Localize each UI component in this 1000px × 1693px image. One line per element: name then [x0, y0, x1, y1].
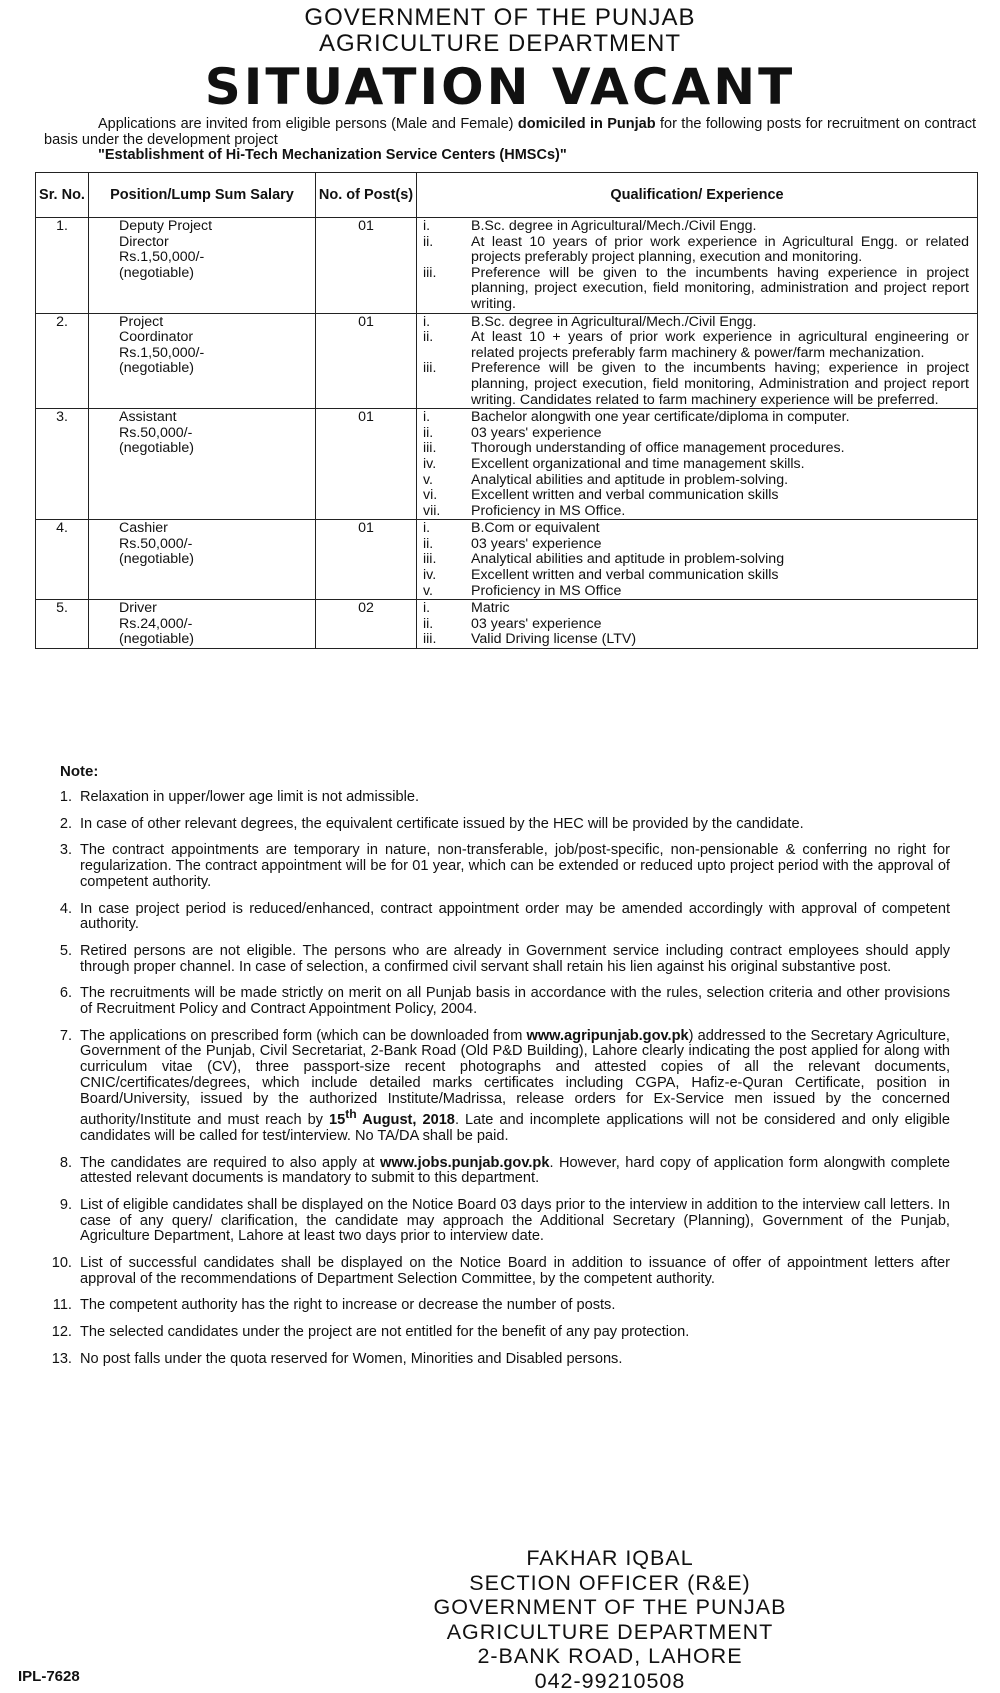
position-line: Driver [119, 601, 311, 617]
table-header-row [36, 173, 978, 218]
col-header-posts: No. of Post(s) [316, 173, 417, 218]
qualification-item [423, 552, 969, 568]
qualification-number: i. [423, 315, 471, 331]
cell-sr: 3. [36, 409, 89, 520]
qualification-item [423, 601, 969, 617]
qualification-number: ii. [423, 537, 471, 553]
qualification-item [423, 361, 969, 408]
qualification-text: Excellent organizational and time management skills. [471, 457, 969, 473]
deadline-day-suffix: th [345, 1107, 356, 1121]
note-number: 8. [34, 1156, 80, 1187]
qualification-item [423, 537, 969, 553]
note-text: The contract appointments are temporary in nature, non-transferable, job/post-specific, non-pensionable & conferring no right for regularization. The contract appointment will be for 01 year, which can be extended or reduced upto project period with the approval of competent authority. [80, 843, 950, 890]
col-header-qualification: Qualification/ Experience [417, 173, 978, 218]
intro-paragraph [44, 117, 976, 164]
signatory-address: 2-BANK ROAD, LAHORE [300, 1644, 920, 1669]
qualification-text: Valid Driving license (LTV) [471, 632, 969, 648]
qualification-text: B.Sc. degree in Agricultural/Mech./Civil Engg. [471, 219, 969, 235]
qualification-item [423, 330, 969, 361]
qualification-item [423, 457, 969, 473]
note-text-part: The applications on prescribed form (which can be downloaded from [80, 1028, 522, 1044]
cell-sr: 2. [36, 313, 89, 409]
note-number: 3. [34, 843, 80, 890]
note-number: 1. [34, 790, 80, 806]
position-line: (negotiable) [119, 632, 311, 648]
qualification-number: iii. [423, 552, 471, 568]
table-row [36, 600, 978, 649]
position-line: Cashier [119, 521, 311, 537]
note-text: Relaxation in upper/lower age limit is not admissible. [80, 790, 950, 806]
note-text: No post falls under the quota reserved for Women, Minorities and Disabled persons. [80, 1352, 950, 1368]
signatory-org-department: AGRICULTURE DEPARTMENT [300, 1620, 920, 1645]
deadline-day: 15 [329, 1112, 345, 1128]
note-text-part: . Late and incomplete applications will not be considered and only eligible candidates will be called for test/interview. No TA/DA shall be paid. [80, 1112, 950, 1144]
note-text: Retired persons are not eligible. The persons who are already in Government service including contract employees should apply through proper channel. In case of selection, a confirmed civil servant shall retain his lien against his original substantive post. [80, 944, 950, 975]
qualification-item [423, 219, 969, 235]
cell-posts: 01 [316, 218, 417, 314]
cell-position [89, 409, 316, 520]
qualification-item [423, 488, 969, 504]
note-text: In case of other relevant degrees, the equivalent certificate issued by the HEC will be provided by the candidate. [80, 817, 950, 833]
qualification-number: ii. [423, 426, 471, 442]
intro-domicile: domiciled in Punjab [518, 116, 656, 132]
qualification-text: Proficiency in MS Office [471, 584, 969, 600]
qualification-number: i. [423, 521, 471, 537]
table-row [36, 218, 978, 314]
position-line: Rs.24,000/- [119, 617, 311, 633]
qualification-item [423, 568, 969, 584]
qualification-item [423, 410, 969, 426]
cell-qualification [417, 600, 978, 649]
qualification-text: Preference will be given to the incumbents having; experience in project planning, project execution, field monitoring, Administration and project report writing. Candidates related to farm machinery experience will be preferred. [471, 361, 969, 408]
qualification-number: iv. [423, 457, 471, 473]
note-item [34, 1352, 950, 1368]
qualification-text: Analytical abilities and aptitude in problem-solving. [471, 473, 969, 489]
col-header-sr: Sr. No. [36, 173, 89, 218]
position-line: Assistant [119, 410, 311, 426]
note-item [34, 1198, 950, 1245]
qualification-number: iii. [423, 441, 471, 457]
note-item [34, 1298, 950, 1314]
cell-sr: 1. [36, 218, 89, 314]
note-number: 2. [34, 817, 80, 833]
note-number: 5. [34, 944, 80, 975]
qualification-text: Matric [471, 601, 969, 617]
qualification-item [423, 426, 969, 442]
signature-block [300, 1546, 920, 1693]
cell-position [89, 600, 316, 649]
note-number: 9. [34, 1198, 80, 1245]
cell-qualification [417, 218, 978, 314]
note-text: List of successful candidates shall be displayed on the Notice Board in addition to issuance of offer of appointment letters after approval of the recommendations of Department Selection Committee, by the competent authority. [80, 1256, 950, 1287]
note-text: The competent authority has the right to increase or decrease the number of posts. [80, 1298, 950, 1314]
position-line: (negotiable) [119, 441, 311, 457]
intro-text-before: Applications are invited from eligible persons (Male and Female) [98, 116, 514, 132]
note-number: 7. [34, 1029, 80, 1145]
qualification-text: 03 years' experience [471, 537, 969, 553]
signatory-org-government: GOVERNMENT OF THE PUNJAB [300, 1595, 920, 1620]
cell-sr: 4. [36, 520, 89, 600]
qualification-text: B.Sc. degree in Agricultural/Mech./Civil Engg. [471, 315, 969, 331]
qualification-text: Excellent written and verbal communication skills [471, 488, 969, 504]
cell-posts: 02 [316, 600, 417, 649]
position-line: Rs.1,50,000/- [119, 346, 311, 362]
qualification-number: iv. [423, 568, 471, 584]
note-item [34, 1029, 950, 1145]
qualification-text: Preference will be given to the incumbents having experience in project planning, project execution, field monitoring, administration and project report writing. [471, 266, 969, 313]
qualification-item [423, 473, 969, 489]
qualification-number: i. [423, 601, 471, 617]
qualification-item [423, 504, 969, 520]
note-item [34, 1325, 950, 1341]
cell-position [89, 313, 316, 409]
note-number: 11. [34, 1298, 80, 1314]
table-row [36, 520, 978, 600]
position-line: Rs.50,000/- [119, 426, 311, 442]
header-department: AGRICULTURE DEPARTMENT [0, 32, 1000, 56]
note-item [34, 843, 950, 890]
qualification-item [423, 521, 969, 537]
deadline-date [329, 1112, 455, 1128]
qualification-number: ii. [423, 617, 471, 633]
qualification-number: ii. [423, 330, 471, 361]
deadline-month-year: August, 2018 [362, 1112, 455, 1128]
qualification-number: iii. [423, 632, 471, 648]
qualification-item [423, 617, 969, 633]
posts-table [35, 172, 978, 649]
note-text [80, 1156, 950, 1187]
qualification-item [423, 441, 969, 457]
position-line: Deputy Project [119, 219, 311, 235]
qualification-number: v. [423, 584, 471, 600]
note-number: 10. [34, 1256, 80, 1287]
qualification-number: v. [423, 473, 471, 489]
note-text: The selected candidates under the project are not entitled for the benefit of any pay protection. [80, 1325, 950, 1341]
website-link[interactable]: www.agripunjab.gov.pk [526, 1028, 688, 1044]
note-item [34, 986, 950, 1017]
cell-posts: 01 [316, 520, 417, 600]
qualification-text: B.Com or equivalent [471, 521, 969, 537]
qualification-item [423, 235, 969, 266]
note-text: List of eligible candidates shall be displayed on the Notice Board 03 days prior to the interview in addition to the interview call letters. In case of any query/ clarification, the candidate may approach the Additional Secretary (Planning), Government of the Punjab, Agriculture Department, Lahore at least two days prior to interview date. [80, 1198, 950, 1245]
qualification-item [423, 266, 969, 313]
position-line: Rs.1,50,000/- [119, 250, 311, 266]
qualification-text: 03 years' experience [471, 426, 969, 442]
signatory-phone: 042-99210508 [300, 1669, 920, 1693]
cell-posts: 01 [316, 409, 417, 520]
table-row [36, 409, 978, 520]
note-number: 4. [34, 902, 80, 933]
cell-sr: 5. [36, 600, 89, 649]
project-name: "Establishment of Hi-Tech Mechanization Service Centers (HMSCs)" [44, 148, 976, 164]
qualification-item [423, 584, 969, 600]
note-item [34, 944, 950, 975]
qualification-number: i. [423, 410, 471, 426]
note-text-part: ) addressed to the Secretary Agriculture, Government of the Punjab, Civil Secretariat, 2-Bank Road (Old P&D Building), Lahore clearly indicating the post applied for along with curriculum vitae (CV), three passport-size recent photographs and attested copies of all the relevant documents, CNIC/certificates/degrees, which include detailed marks certificates including CGPA, Hafiz-e-Quran Certificate, position in Board/University, issued by the authorized Institute/Madrissa, release orders for Ex-Service men issued by the concerned authority/Institute and must reach by [80, 1028, 950, 1128]
note-text [80, 1029, 950, 1145]
note-number: 6. [34, 986, 80, 1017]
note-title: Note: [60, 763, 98, 780]
qualification-number: vi. [423, 488, 471, 504]
qualification-text: Thorough understanding of office management procedures. [471, 441, 969, 457]
qualification-text: Excellent written and verbal communication skills [471, 568, 969, 584]
reference-number: IPL-7628 [18, 1668, 80, 1685]
qualification-number: ii. [423, 235, 471, 266]
col-header-position: Position/Lump Sum Salary [89, 173, 316, 218]
qualification-text: Analytical abilities and aptitude in problem-solving [471, 552, 969, 568]
cell-position [89, 218, 316, 314]
note-item [34, 1256, 950, 1287]
note-item [34, 902, 950, 933]
position-line: Project [119, 315, 311, 331]
page-title: SITUATION VACANT [0, 58, 1000, 116]
note-text-part: . However, hard copy of application form alongwith complete attested relevant documents is mandatory to submit to this department. [80, 1155, 950, 1187]
qualification-item [423, 632, 969, 648]
cell-qualification [417, 520, 978, 600]
qualification-text: At least 10 + years of prior work experience in agricultural engineering or related projects preferably farm machinery & power/farm mechanization. [471, 330, 969, 361]
qualification-number: iii. [423, 361, 471, 408]
position-line: Rs.50,000/- [119, 537, 311, 553]
position-line: (negotiable) [119, 266, 311, 282]
intro-text-after: for the following posts for recruitment on contract basis under the development project [44, 116, 976, 148]
note-number: 12. [34, 1325, 80, 1341]
position-line: Coordinator [119, 330, 311, 346]
signatory-designation: SECTION OFFICER (R&E) [300, 1571, 920, 1596]
note-item [34, 817, 950, 833]
qualification-text: Bachelor alongwith one year certificate/diploma in computer. [471, 410, 969, 426]
notes-list [34, 790, 950, 1379]
note-item [34, 1156, 950, 1187]
qualification-number: vii. [423, 504, 471, 520]
cell-qualification [417, 409, 978, 520]
note-text-part: The candidates are required to also apply at [80, 1155, 375, 1171]
cell-qualification [417, 313, 978, 409]
website-link[interactable]: www.jobs.punjab.gov.pk [380, 1155, 549, 1171]
note-number: 13. [34, 1352, 80, 1368]
note-item [34, 790, 950, 806]
qualification-number: i. [423, 219, 471, 235]
qualification-number: iii. [423, 266, 471, 313]
qualification-text: Proficiency in MS Office. [471, 504, 969, 520]
header-government: GOVERNMENT OF THE PUNJAB [0, 6, 1000, 30]
position-line: (negotiable) [119, 361, 311, 377]
cell-position [89, 520, 316, 600]
table-row [36, 313, 978, 409]
note-text: In case project period is reduced/enhanced, contract appointment order may be amended accordingly with approval of competent authority. [80, 902, 950, 933]
note-text: The recruitments will be made strictly on merit on all Punjab basis in accordance with the rules, selection criteria and other provisions of Recruitment Policy and Contract Appointment Policy, 2004. [80, 986, 950, 1017]
qualification-text: 03 years' experience [471, 617, 969, 633]
position-line: (negotiable) [119, 552, 311, 568]
qualification-item [423, 315, 969, 331]
qualification-text: At least 10 years of prior work experience in Agricultural Engg. or related projects preferably project planning, execution and monitoring. [471, 235, 969, 266]
signatory-name: FAKHAR IQBAL [300, 1546, 920, 1571]
position-line: Director [119, 235, 311, 251]
cell-posts: 01 [316, 313, 417, 409]
